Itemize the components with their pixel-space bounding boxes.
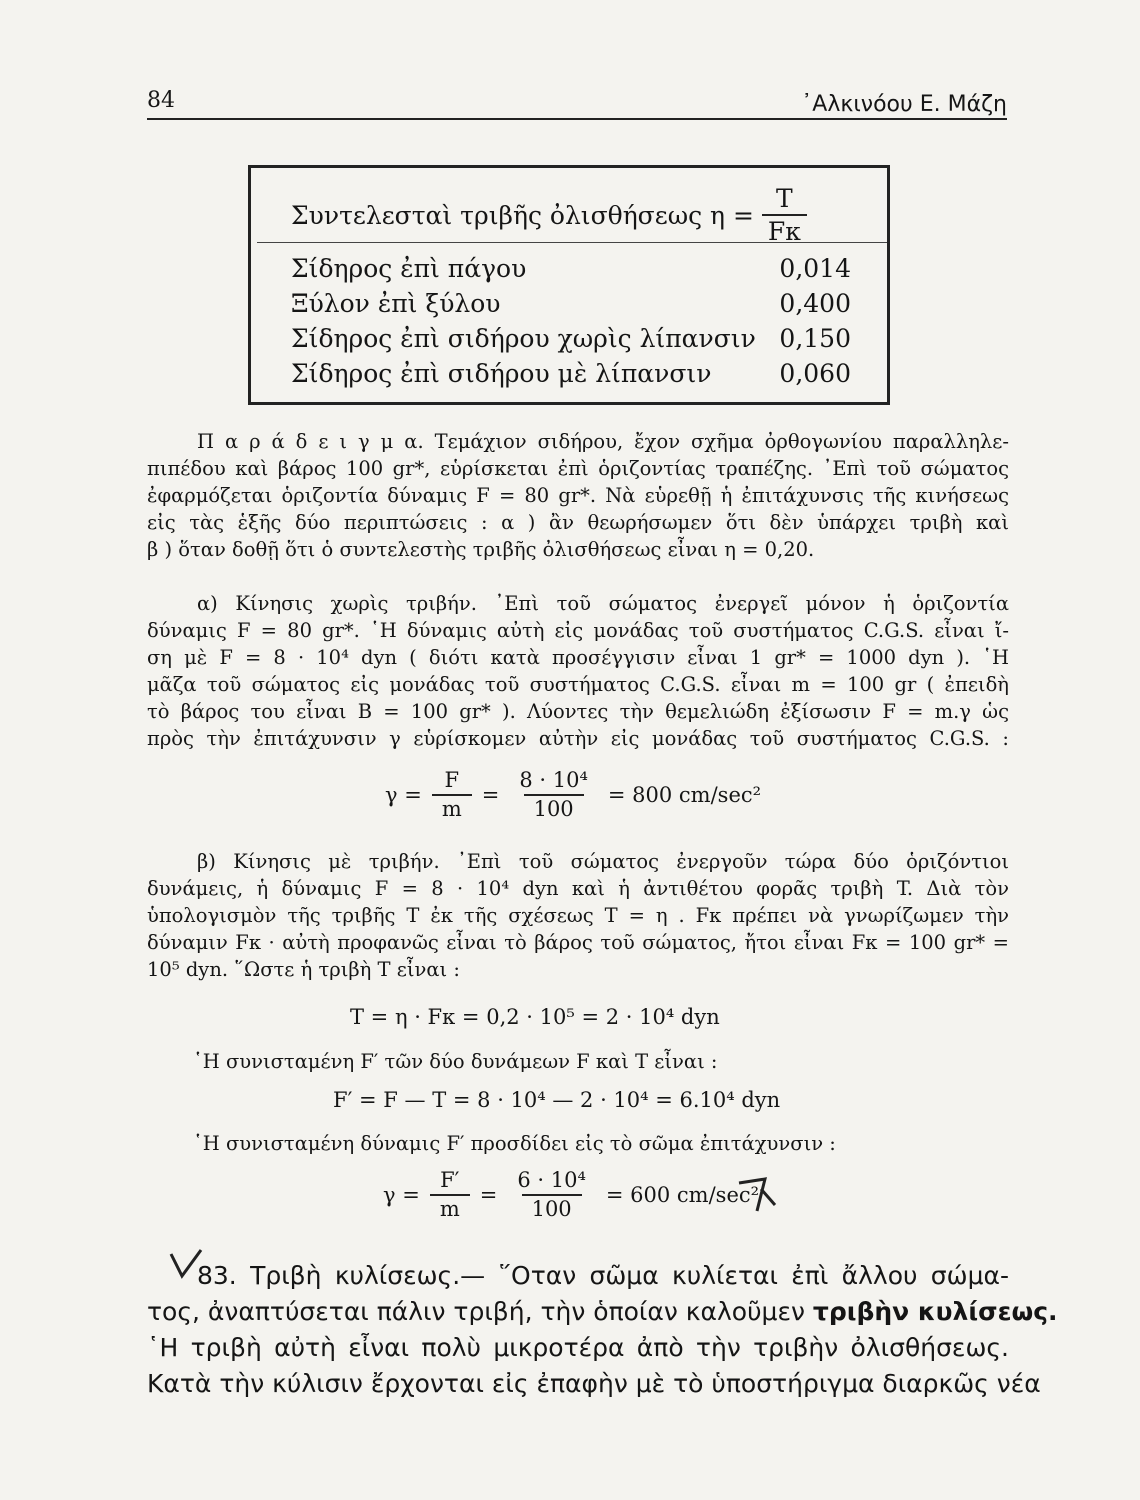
eq-lhs: γ = xyxy=(383,1183,420,1207)
row-value: 0,014 xyxy=(779,254,851,283)
case-b-paragraph xyxy=(147,848,1009,983)
equation-acceleration-a xyxy=(385,770,761,820)
table-row xyxy=(291,324,851,353)
friction-coefficient-table xyxy=(248,165,890,405)
table-separator xyxy=(257,242,887,243)
row-material: Σίδηρος ἐπὶ πάγου xyxy=(291,254,527,283)
resultant-text: ῾Η συνισταμένη F′ τῶν δύο δυνάμεων F καὶ T εἶναι : xyxy=(193,1050,718,1073)
eq-numerator: F′ xyxy=(440,1168,460,1192)
section-83 xyxy=(147,1258,1058,1402)
eq-fraction xyxy=(432,770,472,820)
section-heading: 83. Τριβὴ κυλίσεως.— xyxy=(197,1261,499,1290)
row-value: 0,150 xyxy=(779,324,851,353)
text-line: πιπέδου καὶ βάρος 100 gr*, εὑρίσκεται ἐπὶ ὁριζοντίας τραπέζης. ᾽Επὶ τοῦ σώματος xyxy=(147,457,1009,480)
eq-lhs: γ = xyxy=(385,783,422,807)
text-line: ση μὲ F = 8 · 10⁴ dyn ( διότι κατὰ προσέγγισιν εἶναι 1 gr* = 1000 dyn ). ῾Η xyxy=(147,646,1009,669)
table-row xyxy=(291,359,851,388)
header-rule xyxy=(147,118,1007,120)
example-paragraph xyxy=(147,428,1009,563)
table-heading-text: Συντελεσταὶ τριβῆς ὀλισθήσεως η = xyxy=(291,200,754,230)
text-line: δυνάμεις, ἡ δύναμις F = 8 · 10⁴ dyn καὶ ἡ ἀντιθέτου φορᾶς τριβὴ T. Διὰ τὸν xyxy=(147,877,1009,900)
eq-numerator: 6 · 10⁴ xyxy=(517,1168,586,1192)
eq-denominator: m xyxy=(430,1194,470,1220)
eq-numerator: 8 · 10⁴ xyxy=(519,768,588,792)
eq-denominator: 100 xyxy=(524,794,584,820)
heading-fraction-numerator: T xyxy=(776,184,793,213)
eq-denominator: 100 xyxy=(522,1194,582,1220)
text-line: Π α ρ ά δ ε ι γ μ α. Τεμάχιον σιδήρου, ἔχον σχῆμα ὀρθογωνίου παραλληλε- xyxy=(197,430,1009,453)
equation-resultant: F′ = F — T = 8 · 10⁴ — 2 · 10⁴ = 6.10⁴ dyn xyxy=(333,1088,781,1112)
case-a-paragraph xyxy=(147,590,1009,752)
running-header-author: ᾽Αλκινόου Ε. Μάζη xyxy=(801,92,1007,117)
row-material: Σίδηρος ἐπὶ σιδήρου χωρὶς λίπανσιν xyxy=(291,324,756,353)
section-term: τριβὴν κυλίσεως. xyxy=(812,1297,1058,1326)
acceleration-text: ῾Η συνισταμένη δύναμις F′ προσδίδει εἰς τὸ σῶμα ἐπιτάχυνσιν : xyxy=(193,1132,836,1155)
row-value: 0,060 xyxy=(779,359,851,388)
text-line: β ) ὅταν δοθῇ ὅτι ὁ συντελεστὴς τριβῆς ὀλισθήσεως εἶναι η = 0,20. xyxy=(147,538,815,561)
text-line: α) Κίνησις χωρὶς τριβήν. ᾽Επὶ τοῦ σώματος ἐνεργεῖ μόνον ἡ ὁριζοντία xyxy=(197,592,1009,615)
eq-numerator: F xyxy=(444,768,460,792)
eq-rhs: = 600 cm/sec² xyxy=(605,1183,760,1207)
section-line: ῾Η τριβὴ αὐτὴ εἶναι πολὺ μικροτέρα ἀπὸ τὴν τριβὴν ὀλισθήσεως. xyxy=(147,1333,1009,1362)
section-line: Κατὰ τὴν κύλισιν ἔρχονται εἰς ἐπαφὴν μὲ τὸ ὑποστήριγμα διαρκῶς νέα xyxy=(147,1369,1041,1398)
eq-rhs: = 800 cm/sec² xyxy=(607,783,762,807)
text-line: ἐφαρμόζεται ὁριζοντία δύναμις F = 80 gr*. Νὰ εὑρεθῇ ἡ ἐπιτάχυνσις τῆς κινήσεως xyxy=(147,484,1009,507)
section-line xyxy=(147,1258,1009,1294)
section-text: τος, ἀναπτύσεται πάλιν τριβή, τὴν ὁποίαν καλοῦμεν xyxy=(147,1297,813,1326)
row-material: Ξύλον ἐπὶ ξύλου xyxy=(291,289,501,318)
text-line: β) Κίνησις μὲ τριβήν. ᾽Επὶ τοῦ σώματος ἐνεργοῦν τώρα δύο ὁριζόντιοι xyxy=(197,850,1009,873)
text-line: πρὸς τὴν ἐπιτάχυνσιν γ εὑρίσκομεν αὐτὴν εἰς μονάδας τοῦ συστήματος C.G.S. : xyxy=(147,727,1009,750)
eq-equals: = xyxy=(481,783,500,807)
section-text: ῞Οταν σῶμα κυλίεται ἐπὶ ἄλλου σώμα- xyxy=(498,1261,1009,1290)
table-row xyxy=(291,254,851,283)
heading-fraction-denominator: Fκ xyxy=(762,214,807,244)
eq-fraction xyxy=(430,1170,470,1220)
equation-acceleration-b xyxy=(383,1170,759,1220)
eq-denominator: m xyxy=(432,794,472,820)
equation-friction: T = η · Fκ = 0,2 · 10⁵ = 2 · 10⁴ dyn xyxy=(350,1005,720,1029)
text-line: τὸ βάρος του εἶναι B = 100 gr* ). Λύοντες τὴν θεμελιώδη ἐξίσωσιν F = m.γ ὡς xyxy=(147,700,1009,723)
text-line: 10⁵ dyn. ῞Ωστε ἡ τριβὴ T εἶναι : xyxy=(147,958,460,981)
eq-fraction xyxy=(507,1170,596,1220)
text-line: δύναμις F = 80 gr*. ῾Η δύναμις αὐτὴ εἰς μονάδας τοῦ συστήματος C.G.S. εἶναι ἴ- xyxy=(147,619,1009,642)
page-number: 84 xyxy=(147,88,175,113)
text-line: εἰς τὰς ἑξῆς δύο περιπτώσεις : α ) ἂν θεωρήσωμεν ὅτι δὲν ὑπάρχει τριβὴ καὶ xyxy=(147,511,1009,534)
text-line: ὑπολογισμὸν τῆς τριβῆς T ἐκ τῆς σχέσεως T = η . Fκ πρέπει νὰ γνωρίζωμεν τὴν xyxy=(147,904,1009,927)
table-heading xyxy=(291,186,807,244)
eq-fraction xyxy=(509,770,598,820)
handwritten-mark-icon xyxy=(735,1175,780,1215)
row-material: Σίδηρος ἐπὶ σιδήρου μὲ λίπανσιν xyxy=(291,359,712,388)
heading-fraction xyxy=(762,186,807,244)
text-line: δύναμιν Fκ · αὐτὴ προφανῶς εἶναι τὸ βάρος τοῦ σώματος, ἤτοι εἶναι Fκ = 100 gr* = xyxy=(147,931,1009,954)
text-line: μᾶζα τοῦ σώματος εἰς μονάδας τοῦ συστήματος C.G.S. εἶναι m = 100 gr ( ἐπειδὴ xyxy=(147,673,1009,696)
section-line xyxy=(147,1294,1058,1330)
table-row xyxy=(291,289,851,318)
row-value: 0,400 xyxy=(779,289,851,318)
eq-equals: = xyxy=(479,1183,498,1207)
